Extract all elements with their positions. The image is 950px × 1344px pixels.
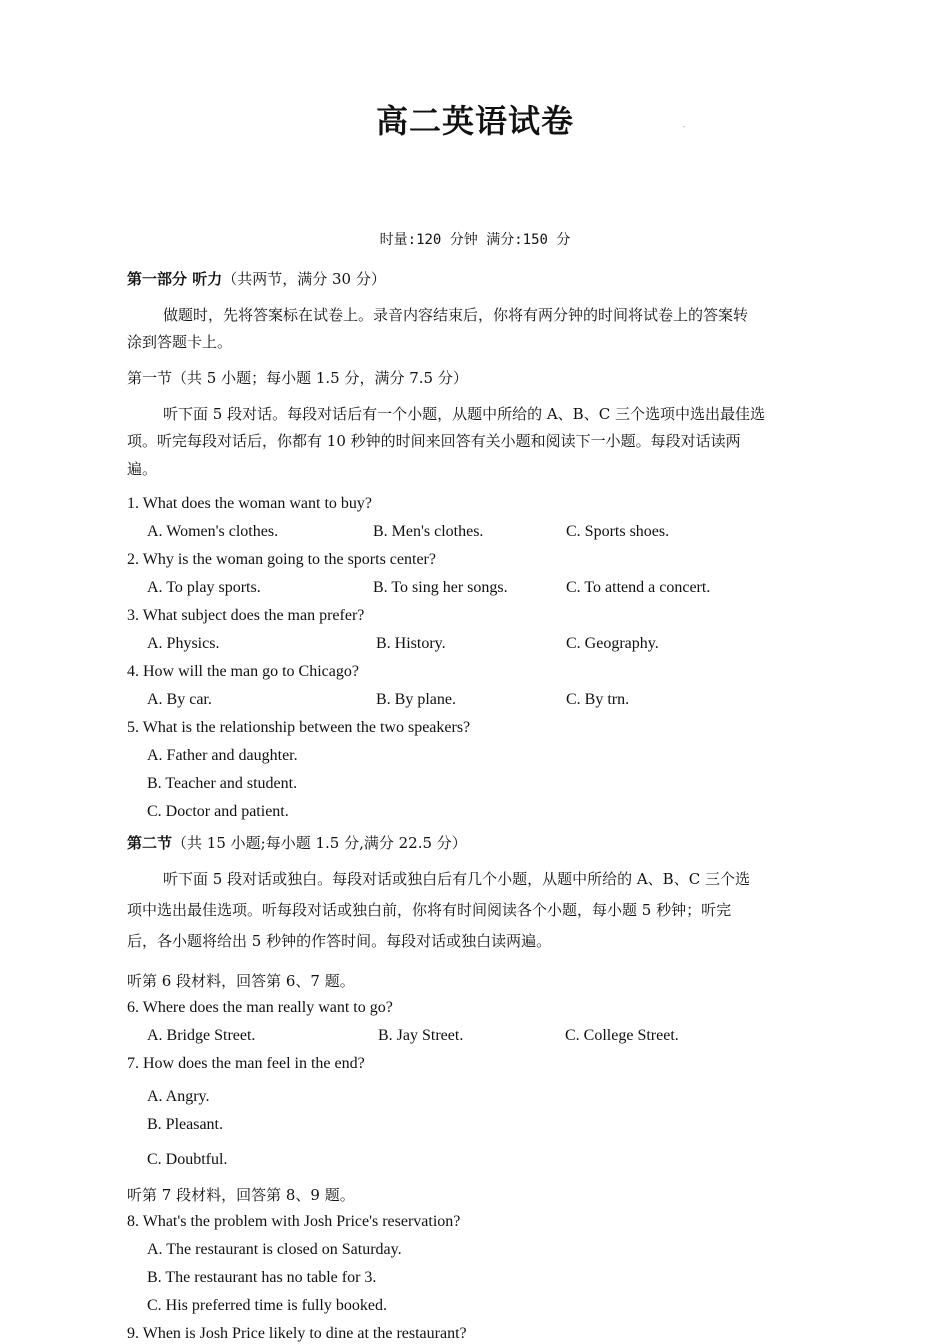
q4-option-c: C. By trn. [566, 691, 630, 708]
q7-option-c: C. Doubtful. [147, 1151, 228, 1168]
corner-mark: “ [683, 126, 686, 132]
section2-instruction-line3: 后，各小题将给出 5 秒钟的作答时间。每段对话或独白读两遍。 [127, 932, 552, 950]
q3-option-b: B. History. [376, 635, 446, 652]
q6-option-c: C. College Street. [565, 1027, 679, 1044]
material-7-heading: 听第 7 段材料，回答第 8、9 题。 [127, 1186, 355, 1204]
q6-option-a: A. Bridge Street. [147, 1027, 256, 1044]
question-4: 4. How will the man go to Chicago? [127, 663, 359, 680]
part1-heading: 第一部分 听力 [127, 270, 223, 288]
section1-instruction-line3: 遍。 [127, 460, 158, 478]
q8-option-b: B. The restaurant has no table for 3. [147, 1269, 377, 1286]
q2-option-b: B. To sing her songs. [373, 579, 508, 596]
q5-option-b: B. Teacher and student. [147, 775, 298, 792]
question-7: 7. How does the man feel in the end? [127, 1055, 365, 1072]
q4-option-b: B. By plane. [376, 691, 456, 708]
section2-instruction-line2: 项中选出最佳选项。听每段对话或独白前，你将有时间阅读各个小题，每小题 5 秒钟；听完 [127, 901, 732, 919]
exam-meta: 时量:120 分钟 满分:150 分 [379, 232, 571, 248]
question-2: 2. Why is the woman going to the sports center? [127, 551, 436, 568]
section2-heading-row [127, 832, 467, 853]
q6-option-b: B. Jay Street. [378, 1027, 464, 1044]
section1-instruction-line2: 项。听完每段对话后，你都有 10 秒钟的时间来回答有关小题和阅读下一小题。每段对话读两 [127, 432, 741, 450]
question-1: 1. What does the woman want to buy? [127, 495, 372, 512]
question-8: 8. What's the problem with Josh Price's reservation? [127, 1213, 461, 1230]
section2-heading: 第二节 [127, 834, 173, 852]
question-3: 3. What subject does the man prefer? [127, 607, 365, 624]
q5-option-a: A. Father and daughter. [147, 747, 298, 764]
part1-instruction-line1: 做题时，先将答案标在试卷上。录音内容结束后，你将有两分钟的时间将试卷上的答案转 [163, 306, 749, 324]
section2-heading-note: （共 15 小题;每小题 1.5 分,满分 22.5 分） [172, 834, 467, 852]
q7-option-a: A. Angry. [147, 1088, 210, 1105]
q1-option-b: B. Men's clothes. [373, 523, 484, 540]
q2-option-a: A. To play sports. [147, 579, 261, 596]
q8-option-a: A. The restaurant is closed on Saturday. [147, 1241, 402, 1258]
part1-heading-note: （共两节，满分 30 分） [222, 270, 386, 288]
q4-option-a: A. By car. [147, 691, 212, 708]
part1-heading-row [127, 268, 386, 289]
section1-instruction-line1: 听下面 5 段对话。每段对话后有一个小题，从题中所给的 A、B、C 三个选项中选出最佳选 [163, 405, 765, 423]
q7-option-b: B. Pleasant. [147, 1116, 223, 1133]
question-6: 6. Where does the man really want to go? [127, 999, 393, 1016]
q1-option-a: A. Women's clothes. [147, 523, 279, 540]
q5-option-c: C. Doctor and patient. [147, 803, 289, 820]
q3-option-a: A. Physics. [147, 635, 220, 652]
material-6-heading: 听第 6 段材料，回答第 6、7 题。 [127, 972, 355, 990]
q3-option-c: C. Geography. [566, 635, 659, 652]
part1-instruction-line2: 涂到答题卡上。 [127, 333, 233, 351]
section2-instruction-line1: 听下面 5 段对话或独白。每段对话或独白后有几个小题，从题中所给的 A、B、C 三个选 [163, 870, 750, 888]
section1-heading: 第一节（共 5 小题；每小题 1.5 分，满分 7.5 分） [127, 369, 468, 387]
q1-option-c: C. Sports shoes. [566, 523, 670, 540]
exam-title: 高二英语试卷 [375, 102, 574, 140]
q8-option-c: C. His preferred time is fully booked. [147, 1297, 387, 1314]
question-5: 5. What is the relationship between the two speakers? [127, 719, 471, 736]
q2-option-c: C. To attend a concert. [566, 579, 711, 596]
question-9: 9. When is Josh Price likely to dine at the restaurant? [127, 1325, 467, 1342]
